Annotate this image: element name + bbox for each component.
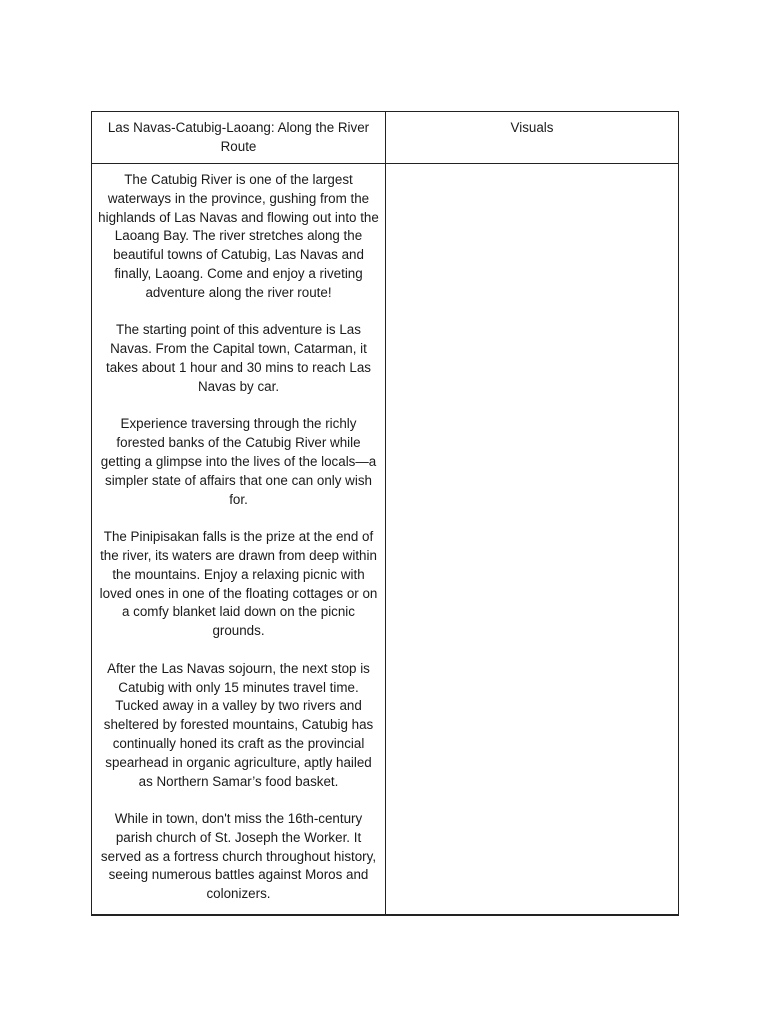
itinerary-table [91,111,679,916]
paragraph-parish-church: While in town, don't miss the 16th-century parish church of St. Joseph the Worker. It served as a fortress church throughout history, seeing numerous battles against Moros and colonizers. [100,811,377,902]
paragraph-pinipisakan-falls: The Pinipisakan falls is the prize at the end of the river, its waters are drawn from deep within the mountains. Enjoy a relaxing picnic with loved ones in one of the floating cottages or on a comfy blanket laid down on the picnic grounds. [99,529,378,639]
paragraph-starting-point: The starting point of this adventure is Las Navas. From the Capital town, Catarman, it takes about 1 hour and 30 mins to reach Las Navas by car. [105,322,371,394]
paragraph-catubig: After the Las Navas sojourn, the next stop is Catubig with only 15 minutes travel time. Tucked away in a valley by two rivers and sheltered by forested mountains, Catubig has continually honed its craft as the provincial spearhead in organic agriculture, aptly hailed as Northern Samar’s food basket. [103,660,374,789]
visuals-cell [386,164,678,914]
paragraph-intro: The Catubig River is one of the largest waterways in the province, gushing from the highlands of Las Navas and flowing out into the Laoang Bay. The river stretches along the beautiful towns of Catubig, Las Navas and finally, Laoang. Come and enjoy a riveting adventure along the river route! [98,172,379,300]
paragraph-river-banks: Experience traversing through the richly forested banks of the Catubig River while getting a glimpse into the lives of the locals—a simpler state of affairs that one can only wish for. [100,416,377,507]
route-description-cell [92,164,386,914]
header-visuals: Visuals [386,112,678,164]
header-route-title: Las Navas-Catubig-Laoang: Along the River Route [92,112,386,164]
